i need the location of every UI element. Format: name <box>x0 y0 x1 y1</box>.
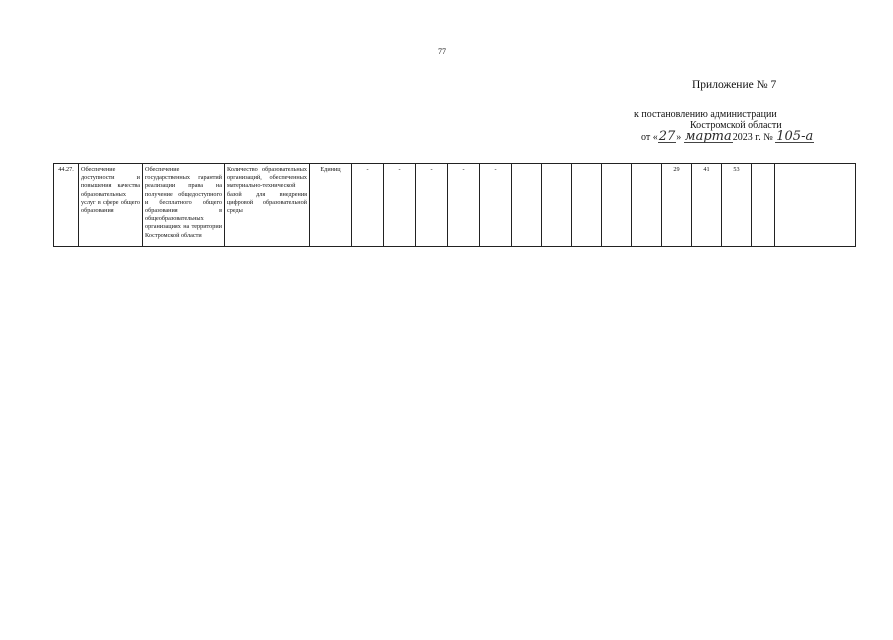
value-cell: 41 <box>692 164 722 247</box>
date-quote-close: » <box>676 132 682 143</box>
task-cell: Обеспечение государственных гарантий реализации права на получение общедоступного и бесплатного общего образования в общеобразовательных организациях на территории Костромской области <box>143 164 225 247</box>
table-row <box>54 164 856 247</box>
value-cell: - <box>352 164 384 247</box>
decree-reference: к постановлению администрации <box>634 109 777 120</box>
unit-cell: Единиц <box>310 164 352 247</box>
goal-cell: Обеспечение доступности и повышения качества образовательных услуг в сфере общего образования <box>79 164 143 247</box>
handwritten-decree-number: 105-а <box>776 129 814 144</box>
decree-date-line <box>641 131 814 143</box>
value-cell <box>752 164 775 247</box>
value-cell: - <box>448 164 480 247</box>
indicator-cell: Количество образовательных организаций, обеспеченных материально-технической базой для внедрения цифровой образовательной среды <box>225 164 310 247</box>
date-year: 2023 г. № <box>732 132 773 143</box>
value-cell: - <box>384 164 416 247</box>
indicators-table <box>53 163 856 247</box>
value-cell: - <box>416 164 448 247</box>
date-prefix: от « <box>641 132 658 143</box>
value-cell <box>542 164 572 247</box>
value-cell <box>512 164 542 247</box>
handwritten-month: марта <box>684 129 732 144</box>
row-code: 44.27. <box>54 164 79 247</box>
value-cell: 29 <box>662 164 692 247</box>
value-cell: 53 <box>722 164 752 247</box>
value-cell <box>775 164 856 247</box>
page-number: 77 <box>438 47 446 56</box>
value-cell: - <box>480 164 512 247</box>
handwritten-day: 27 <box>658 129 676 144</box>
value-cell <box>632 164 662 247</box>
region-name: Костромской области <box>690 120 782 131</box>
value-cell <box>602 164 632 247</box>
appendix-title: Приложение № 7 <box>692 79 777 91</box>
value-cell <box>572 164 602 247</box>
